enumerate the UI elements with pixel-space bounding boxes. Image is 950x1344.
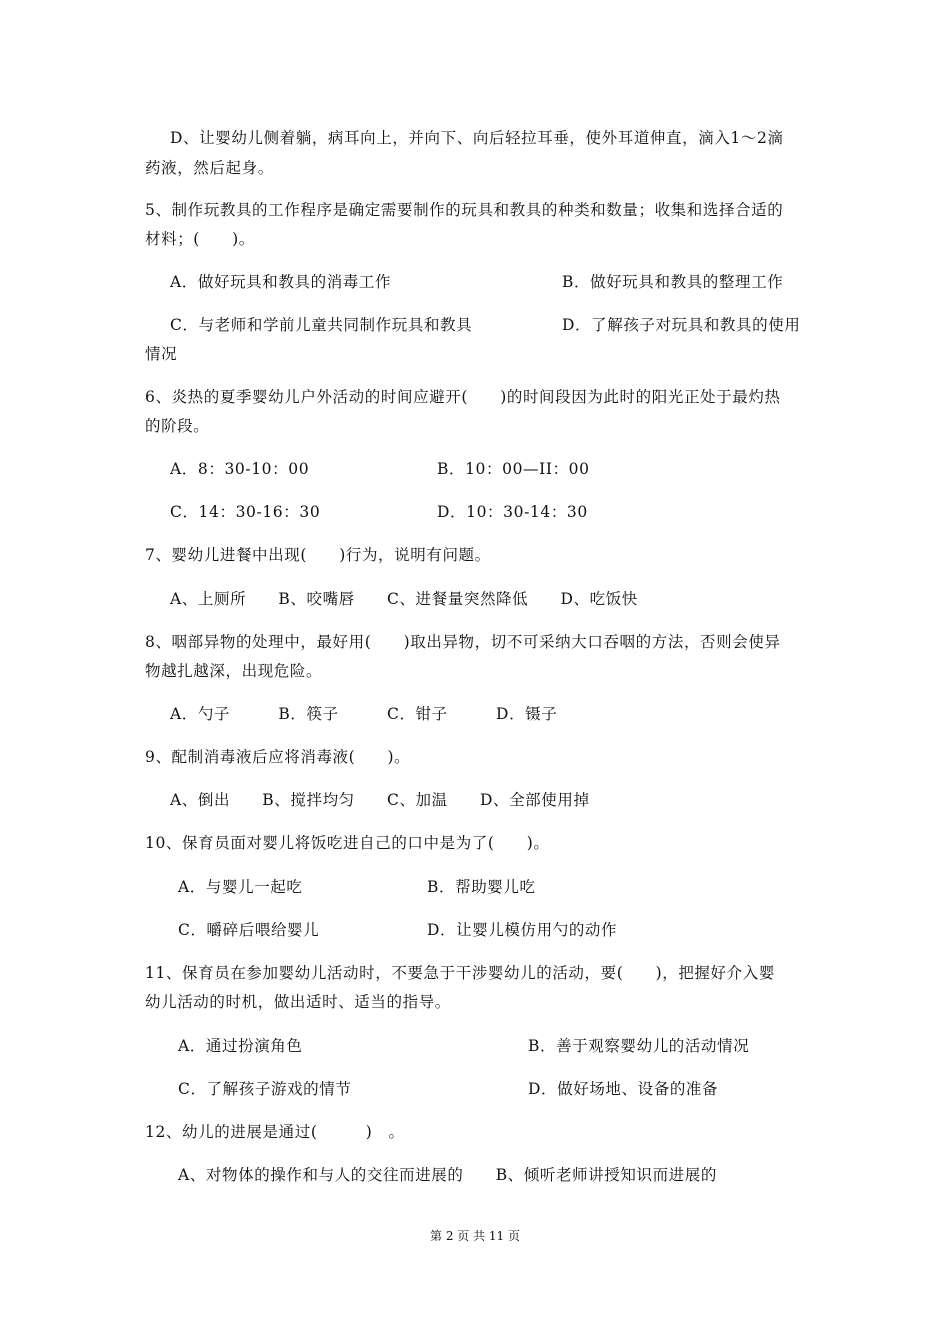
q10-option-c: C．嚼碎后喂给婴儿 [178,921,320,939]
q11-stem-line1: 11、保育员在参加婴幼儿活动时，不要急于干涉婴幼儿的活动，要( )，把握好介入婴 [145,964,775,982]
q5-stem-line1: 5、制作玩教具的工作程序是确定需要制作的玩具和教具的种类和数量；收集和选择合适的 [145,201,784,219]
q6-option-b: B．10：00—II：00 [437,460,590,478]
q6-option-c: C．14：30-16：30 [170,503,321,521]
q4-option-d-line1: D、让婴幼儿侧着躺，病耳向上，并向下、向后轻拉耳垂，使外耳道伸直，滴入1～2滴 [170,129,784,147]
q7-stem: 7、婴幼儿进餐中出现( )行为，说明有问题。 [145,546,491,564]
q6-option-d: D．10：30-14：30 [437,503,588,521]
q11-option-b: B．善于观察婴幼儿的活动情况 [528,1037,750,1055]
q10-stem: 10、保育员面对婴儿将饭吃进自己的口中是为了( )。 [145,834,550,852]
q8-options: A．勺子 B．筷子 C．钳子 D．镊子 [170,705,558,723]
q11-option-a: A．通过扮演角色 [178,1037,303,1055]
q12-options-ab: A、对物体的操作和与人的交往而进展的 B、倾听老师讲授知识而进展的 [178,1166,717,1184]
q5-option-d-line2: 情况 [145,345,178,363]
q12-stem: 12、幼儿的进展是通过( ) 。 [145,1123,405,1141]
q5-stem-line2: 材料；( )。 [145,230,255,248]
q5-option-c: C．与老师和学前儿童共同制作玩具和教具 [170,316,473,334]
q7-options: A、上厕所 B、咬嘴唇 C、进餐量突然降低 D、吃饭快 [170,590,638,608]
q5-option-d-line1: D．了解孩子对玩具和教具的使用 [562,316,801,334]
q10-option-a: A．与婴儿一起吃 [178,878,303,896]
q6-stem-line1: 6、炎热的夏季婴幼儿户外活动的时间应避开( )的时间段因为此时的阳光正处于最灼热 [145,388,781,406]
q4-option-d-line2: 药液，然后起身。 [145,159,274,177]
q8-stem-line1: 8、咽部异物的处理中，最好用( )取出异物，切不可采纳大口吞咽的方法，否则会使异 [145,633,781,651]
q11-option-c: C．了解孩子游戏的情节 [178,1080,352,1098]
q5-option-b: B．做好玩具和教具的整理工作 [562,273,784,291]
q11-stem-line2: 幼儿活动的时机，做出适时、适当的指导。 [145,993,451,1011]
q6-option-a: A．8：30-10：00 [170,460,310,478]
q9-stem: 9、配制消毒液后应将消毒液( )。 [145,748,411,766]
q9-options: A、倒出 B、搅拌均匀 C、加温 D、全部使用掉 [170,791,590,809]
q5-option-a: A．做好玩具和教具的消毒工作 [170,273,392,291]
q8-stem-line2: 物越扎越深，出现危险。 [145,662,323,680]
q11-option-d: D．做好场地、设备的准备 [528,1080,719,1098]
q6-stem-line2: 的阶段。 [145,417,210,435]
q10-option-b: B．帮助婴儿吃 [427,878,536,896]
q10-option-d: D．让婴儿模仿用勺的动作 [427,921,618,939]
page-footer: 第 2 页 共 11 页 [430,1229,520,1243]
